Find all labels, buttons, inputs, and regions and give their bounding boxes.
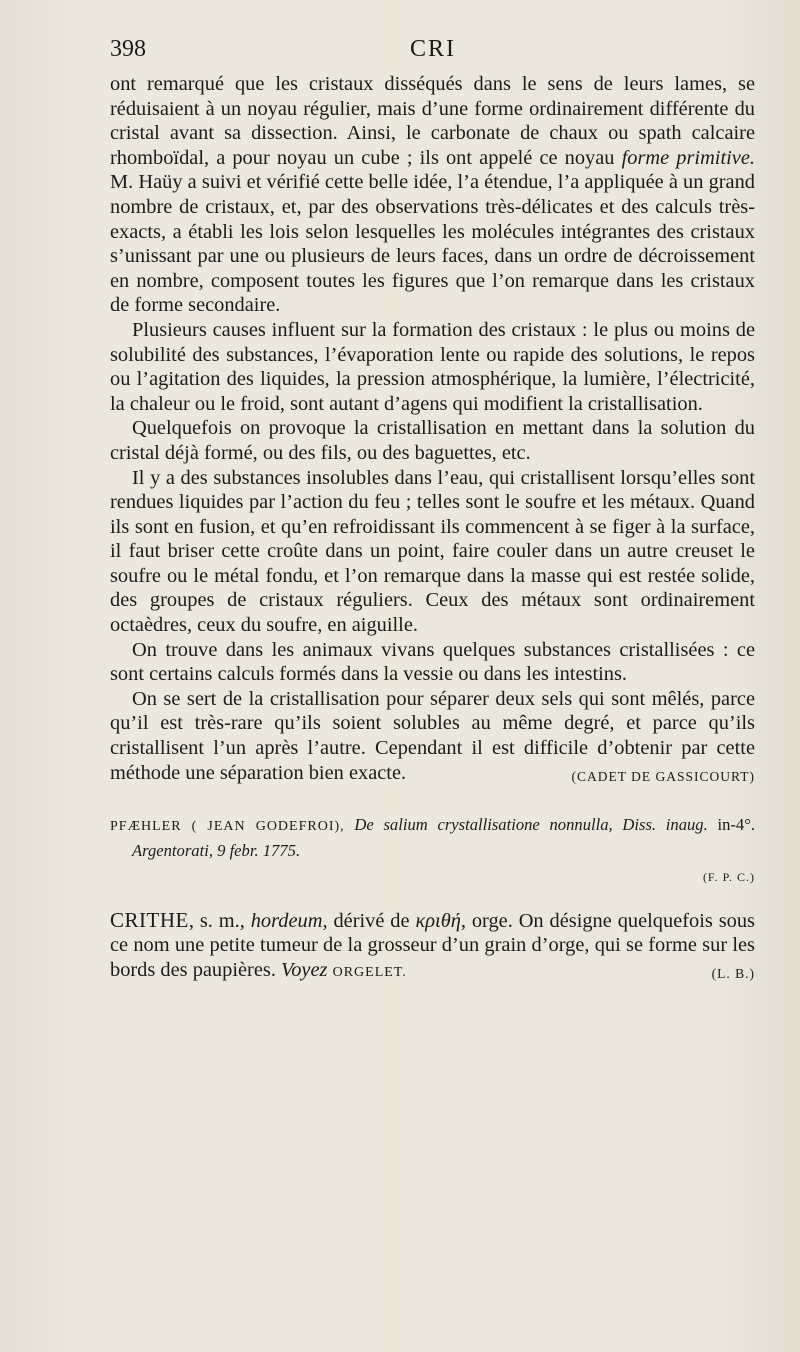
bib-date: 9 febr. 1775. [217, 841, 301, 861]
paragraph-1-text: ont remarqué que les cristaux disséqués dans le sens de leurs lames, se réduisaient à un noyau régulier, mais d’une forme ordinairement différente du cristal avant sa dissection. Ainsi, le carbonate de chaux ou spath calcaire rhomboïdal, a pour noyau un cube ; ils ont appelé ce noyau [110, 73, 755, 169]
entry-derivation: , dérivé de [322, 909, 410, 932]
entry-text: , orge. On désigne quelquefois sous ce nom une petite tumeur de la grosseur d’un grain d’orge, qui se forme sur les bords des paupières. [110, 909, 755, 981]
paragraph-3: Quelquefois on provoque la cristallisation en mettant dans la solution du cristal déjà formé, ou des fils, ou des baguettes, etc. [110, 417, 755, 464]
entry-greek: κριθή [415, 909, 461, 932]
bib-title: De salium crystallisatione nonnulla, Diss. inaug. [354, 815, 708, 835]
dictionary-entry [110, 908, 755, 986]
forme-primitive-term: forme primitive. [621, 146, 755, 169]
bibliography [110, 813, 755, 863]
page-header [110, 36, 755, 70]
bib-signature: (F. P. C.) [702, 870, 755, 885]
entry-latin: hordeum [250, 909, 323, 932]
bib-author: PFÆHLER ( JEAN GODEFROI), [110, 819, 345, 835]
paragraph-6 [110, 687, 755, 785]
paragraph-2: Plusieurs causes influent sur la formation des cristaux : le plus ou moins de solubilité des substances, l’évaporation lente ou rapide des solutions, le repos ou l’agitation des liquides, la pression atmosphérique, la lumière, l’électricité, la chaleur ou le froid, sont autant d’agens qui modifient la cristallisation. [110, 318, 755, 415]
see-label: Voyez [281, 959, 328, 981]
entry-headword: CRITHE [110, 907, 189, 932]
paragraph-5: On trouve dans les animaux vivans quelques substances cristallisées : ce sont certains calculs formés dans la vessie ou dans les intestins. [110, 638, 755, 686]
bib-place: Argentorati, [132, 841, 213, 861]
running-head: CRI [410, 36, 457, 62]
cross-reference-link[interactable]: ORGELET. [332, 965, 407, 980]
bib-format: in-4°. [717, 815, 755, 835]
entry-signature: (L. B.) [711, 966, 755, 981]
entry-grammar: , s. m., [188, 909, 245, 932]
paragraph-1 [110, 72, 755, 318]
article-body [110, 72, 755, 987]
page-number: 398 [110, 36, 146, 62]
paragraph-6-text: On se sert de la cristallisation pour séparer deux sels qui sont mêlés, parce qu’il est très-rare qu’ils soient solubles au même degré, et parce qu’ils cristallisent l’un après l’autre. Cependant il est difficile d’obtenir par cette méthode une séparation bien exacte. [110, 687, 755, 784]
paragraph-1-cont: M. Haüy a suivi et vérifié cette belle idée, l’a étendue, l’a appliquée à un grand nombre de cristaux, et, par des observations très-délicates et des calculs très-exacts, a établi les lois selon lesquelles les molécules intégrantes des cristaux s’unissant par une ou plusieurs de leurs faces, dans un ordre de décroissement en nombre, composent toutes les figures que l’on remarque dans les cristaux de forme secondaire. [110, 171, 755, 317]
author-signature: (CADET DE GASSICOURT) [571, 768, 755, 784]
paragraph-4: Il y a des substances insolubles dans l’eau, qui cristallisent lorsqu’elles sont rendues liquides par l’action du feu ; telles sont le soufre et les métaux. Quand ils sont en fusion, et qu’en refroidissant ils commencent à se figer à la surface, il faut briser cette croûte dans un point, faire couler dans un autre creuset le soufre ou le métal fondu, et l’on remarque dans la masse qui est restée solide, des groupes de cristaux réguliers. Ceux des métaux sont ordinairement octaèdres, ceux du soufre, en aiguille. [110, 466, 755, 637]
